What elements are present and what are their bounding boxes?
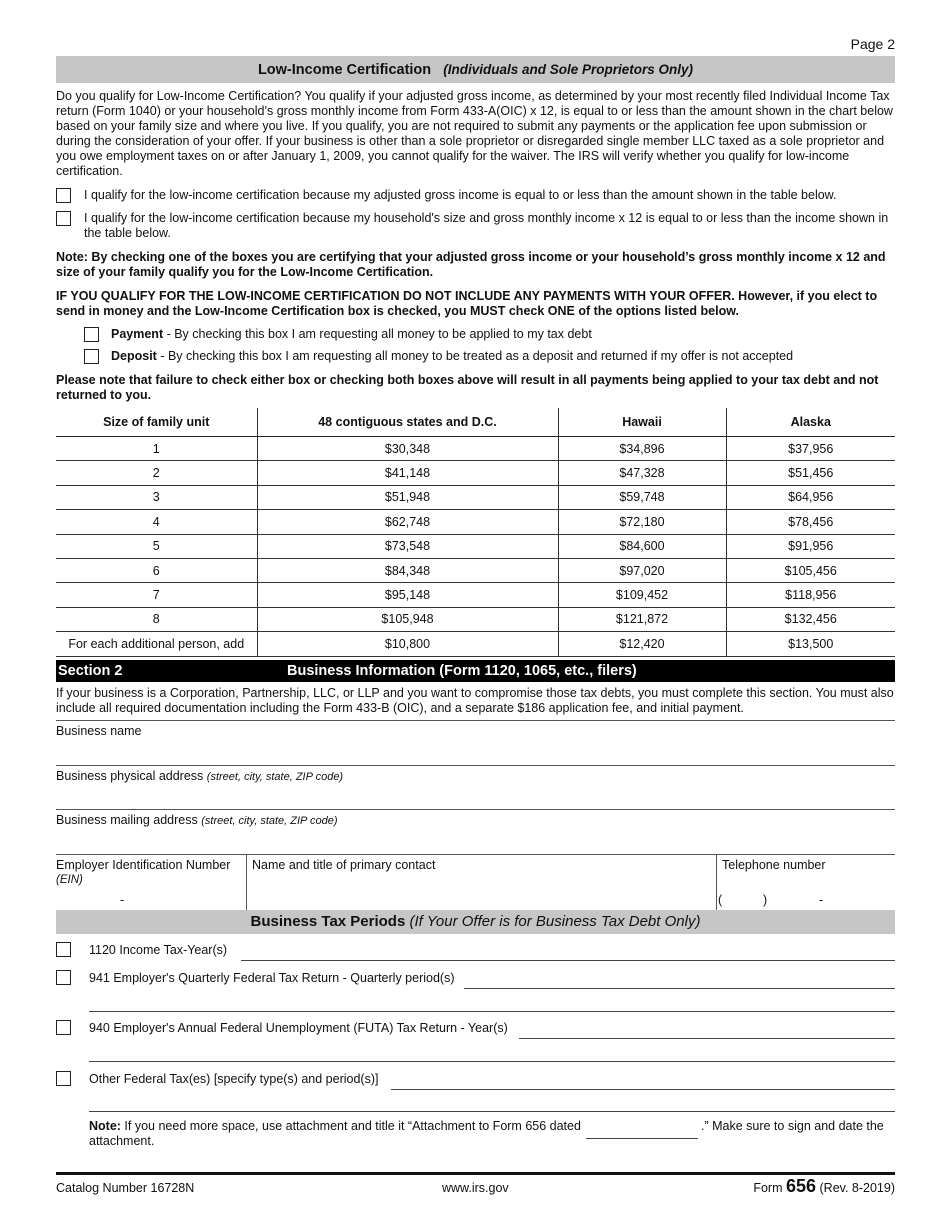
- phone-label: Telephone number: [722, 858, 826, 872]
- divider: [716, 855, 717, 911]
- table-cell: $132,456: [726, 607, 895, 631]
- agi-checkbox[interactable]: [56, 188, 71, 203]
- ein-contact-row: [56, 854, 895, 911]
- other-tax-line[interactable]: [391, 1089, 895, 1090]
- ein-field[interactable]: [56, 858, 242, 887]
- header-48-states: 48 contiguous states and D.C.: [257, 408, 558, 437]
- phone-field[interactable]: [722, 858, 826, 872]
- physical-address-text: Business physical address: [56, 769, 204, 783]
- table-cell: 2: [56, 461, 257, 485]
- income-table-header: [56, 408, 895, 437]
- form1120-year-line[interactable]: [241, 960, 895, 961]
- note-bold: Note:: [89, 1119, 121, 1133]
- table-cell: 5: [56, 534, 257, 558]
- form-number-value: 656: [785, 1176, 817, 1196]
- failure-note: Please note that failure to check either box or checking both boxes above will result in all payments being applied to your tax debt and not returned to you.: [56, 373, 879, 402]
- table-cell: $51,456: [726, 461, 895, 485]
- ein-dash: -: [120, 893, 125, 907]
- table-row: [56, 607, 895, 631]
- table-cell: $118,956: [726, 583, 895, 607]
- form940-checkbox[interactable]: [56, 1020, 71, 1035]
- ein-abbr: (EIN): [56, 874, 83, 886]
- section2-title: Business Information (Form 1120, 1065, etc., filers): [287, 663, 637, 679]
- phone-open-paren: (: [718, 893, 723, 907]
- business-name-field[interactable]: [56, 720, 895, 766]
- physical-address-hint: (street, city, state, ZIP code): [206, 771, 344, 783]
- table-cell: $47,328: [558, 461, 726, 485]
- table-cell: $34,896: [558, 437, 726, 461]
- contact-label: Name and title of primary contact: [252, 858, 436, 872]
- website-link[interactable]: www.irs.gov: [442, 1181, 509, 1195]
- table-cell: $13,500: [726, 632, 895, 656]
- form-word: Form: [753, 1181, 786, 1195]
- form941-label: 941 Employer's Quarterly Federal Tax Return - Quarterly period(s): [89, 971, 455, 985]
- form-revision: (Rev. 8-2019): [816, 1181, 895, 1195]
- table-cell: 6: [56, 558, 257, 582]
- table-cell: $59,748: [558, 485, 726, 509]
- section2-intro: If your business is a Corporation, Partnership, LLC, or LLP and you want to compromise those tax debts, you must complete this section. You must also include all required documentation including the Form 433-B (OIC), and a separate $186 application fee, and initial payment.: [56, 686, 894, 715]
- table-row: [56, 485, 895, 509]
- table-cell: $109,452: [558, 583, 726, 607]
- table-cell: $37,956: [726, 437, 895, 461]
- catalog-number: Catalog Number 16728N: [56, 1181, 195, 1195]
- table-cell: $64,956: [726, 485, 895, 509]
- note-text-a: If you need more space, use attachment and title it “Attachment to Form 656 dated: [120, 1119, 581, 1133]
- table-cell: $105,948: [257, 607, 558, 631]
- form1120-label: 1120 Income Tax-Year(s): [89, 943, 228, 957]
- physical-address-field[interactable]: [56, 765, 895, 810]
- table-cell: $105,456: [726, 558, 895, 582]
- form940-year-line[interactable]: [519, 1038, 895, 1039]
- phone-dash: -: [819, 893, 824, 907]
- table-row: [56, 461, 895, 485]
- table-cell: $84,600: [558, 534, 726, 558]
- income-table: [56, 408, 895, 657]
- payment-checkbox[interactable]: [84, 327, 99, 342]
- payment-label: Payment: [111, 327, 164, 341]
- agi-option-text: I qualify for the low-income certification because my adjusted gross income is equal to or less than the amount shown in the table below.: [84, 188, 837, 202]
- form941-period-line-2[interactable]: [89, 1011, 895, 1012]
- mailing-address-text: Business mailing address: [56, 813, 198, 827]
- form1120-checkbox[interactable]: [56, 942, 71, 957]
- certification-note: Note: By checking one of the boxes you are certifying that your adjusted gross income or your household’s gross monthly income x 12 and size of your family qualify you for the Low-Income Certification.: [56, 250, 886, 279]
- table-row: [56, 437, 895, 461]
- form-number: [753, 1176, 895, 1197]
- table-row: [56, 558, 895, 582]
- table-cell: $12,420: [558, 632, 726, 656]
- other-tax-checkbox[interactable]: [56, 1071, 71, 1086]
- table-cell: $72,180: [558, 510, 726, 534]
- table-cell: $73,548: [257, 534, 558, 558]
- attachment-note: [89, 1119, 581, 1134]
- table-cell: $97,020: [558, 558, 726, 582]
- form941-period-line[interactable]: [464, 988, 895, 989]
- low-income-subtitle: (Individuals and Sole Proprietors Only): [443, 62, 694, 77]
- header-hawaii: Hawaii: [558, 408, 726, 437]
- table-cell: 7: [56, 583, 257, 607]
- table-cell: 3: [56, 485, 257, 509]
- mailing-address-field[interactable]: [56, 809, 895, 855]
- low-income-title: Low-Income Certification: [257, 62, 432, 78]
- tax-periods-header: [56, 910, 895, 934]
- form940-label: 940 Employer's Annual Federal Unemployment (FUTA) Tax Return - Year(s): [89, 1021, 508, 1035]
- table-cell: 1: [56, 437, 257, 461]
- phone-close-paren: ): [763, 893, 768, 907]
- no-payment-note: IF YOU QUALIFY FOR THE LOW-INCOME CERTIFICATION DO NOT INCLUDE ANY PAYMENTS WITH YOUR OFFER. However, if you elect to send in money and the Low-Income Certification box is checked, you MUST check ONE of the options listed below.: [56, 289, 878, 318]
- mailing-address-hint: (street, city, state, ZIP code): [201, 815, 338, 827]
- household-checkbox[interactable]: [56, 211, 71, 226]
- table-row: [56, 534, 895, 558]
- low-income-header: [56, 56, 895, 83]
- ein-label: Employer Identification Number: [56, 858, 231, 872]
- deposit-option: [111, 349, 793, 364]
- table-cell: 4: [56, 510, 257, 534]
- tax-periods-title: Business Tax Periods: [250, 913, 406, 930]
- table-cell: $10,800: [257, 632, 558, 656]
- table-cell: For each additional person, add: [56, 632, 257, 656]
- household-option-text: I qualify for the low-income certification because my household's size and gross monthly income x 12 is equal to or less than the income shown in the table below.: [84, 211, 889, 240]
- form941-checkbox[interactable]: [56, 970, 71, 985]
- page-number: Page 2: [850, 36, 895, 52]
- form940-year-line-2[interactable]: [89, 1061, 895, 1062]
- other-tax-label: Other Federal Tax(es) [specify type(s) and period(s)]: [89, 1072, 379, 1086]
- table-cell: 8: [56, 607, 257, 631]
- table-cell: $84,348: [257, 558, 558, 582]
- table-row: [56, 632, 895, 656]
- business-name-label: Business name: [56, 724, 142, 738]
- table-cell: $30,348: [257, 437, 558, 461]
- header-alaska: Alaska: [726, 408, 895, 437]
- header-family-size: Size of family unit: [56, 408, 257, 437]
- payment-option: [111, 327, 592, 342]
- footer-rule: [56, 1172, 895, 1175]
- divider: [246, 855, 247, 911]
- note-text-c: attachment.: [89, 1134, 155, 1148]
- mailing-address-label: [56, 813, 338, 828]
- table-cell: $91,956: [726, 534, 895, 558]
- note-text-b: .” Make sure to sign and date the: [701, 1119, 884, 1133]
- table-cell: $51,948: [257, 485, 558, 509]
- other-tax-line-2[interactable]: [89, 1111, 895, 1112]
- physical-address-label: [56, 769, 343, 784]
- table-cell: $78,456: [726, 510, 895, 534]
- section2-header: [56, 660, 895, 682]
- low-income-intro: Do you qualify for Low-Income Certification? You qualify if your adjusted gross income, as determined by your most recently filed Individual Income Tax return (Form 1040) or your household’s gross monthly income from Form 433-A(OIC) x 12, is equal to or less than the amount shown in the chart below based on your family size and where you live. If you qualify, you are not required to submit any payments or the application fee upon submission or during the consideration of your offer. If your business is other than a sole proprietor or disregarded single member LLC taxed as a sole proprietor and you owe employment taxes on or after January 1, 2009, you cannot qualify for the waiver. The IRS will verify whether you qualify for low-income certification.: [56, 89, 893, 178]
- contact-field[interactable]: [252, 858, 435, 872]
- section2-label: Section 2: [58, 663, 123, 679]
- table-cell: $62,748: [257, 510, 558, 534]
- table-cell: $121,872: [558, 607, 726, 631]
- table-cell: $41,148: [257, 461, 558, 485]
- deposit-text: - By checking this box I am requesting all money to be treated as a deposit and returned if my offer is not accepted: [156, 349, 794, 363]
- table-row: [56, 510, 895, 534]
- table-cell: $95,148: [257, 583, 558, 607]
- tax-periods-subtitle: (If Your Offer is for Business Tax Debt Only): [409, 913, 701, 930]
- deposit-label: Deposit: [111, 349, 157, 363]
- attachment-date-line[interactable]: [586, 1138, 698, 1139]
- deposit-checkbox[interactable]: [84, 349, 99, 364]
- payment-text: - By checking this box I am requesting all money to be applied to my tax debt: [163, 327, 592, 341]
- table-row: [56, 583, 895, 607]
